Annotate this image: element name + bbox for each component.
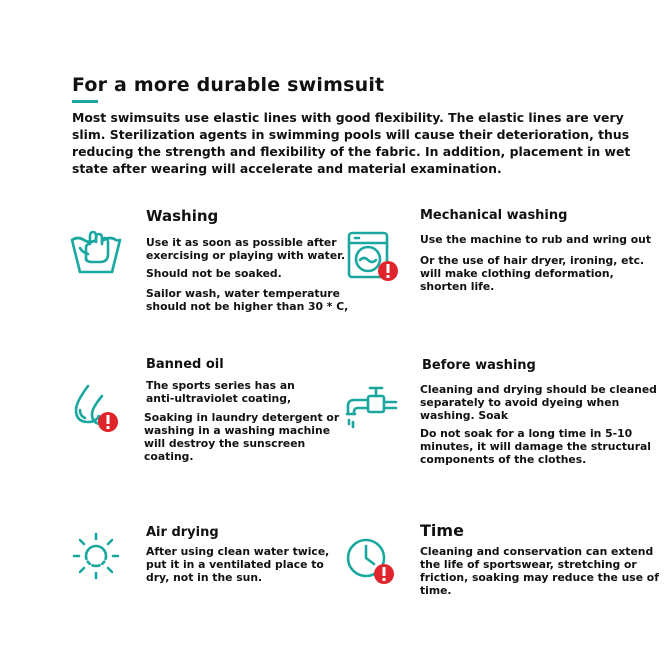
mechanical-washing-text-2: Or the use of hair dryer, ironing, etc. will make clothing deformation, shorten life.	[420, 254, 645, 293]
page-title: For a more durable swimsuit	[72, 74, 385, 96]
washing-text-3: Sailor wash, water temperature should not be higher than 30 * C,	[146, 287, 349, 313]
title-underline	[72, 100, 98, 103]
section-title-banned-oil: Banned oil	[146, 357, 224, 372]
hand-wash-icon	[68, 226, 124, 278]
banned-oil-text-1: The sports series has an anti-ultraviolet coating,	[146, 379, 295, 405]
faucet-icon	[344, 384, 400, 432]
air-drying-text-1: After using clean water twice, put it in a ventilated place to dry, not in the sun.	[146, 545, 330, 584]
time-text-1: Cleaning and conservation can extend the life of sportswear, stretching or friction, soaking may reduce the use of time.	[420, 545, 659, 597]
washing-machine-warning-icon	[346, 230, 404, 286]
section-title-mechanical-washing: Mechanical washing	[420, 208, 568, 223]
mechanical-washing-text-1: Use the machine to rub and wring out	[420, 233, 652, 246]
before-washing-text-1: Cleaning and drying should be cleaned separately to avoid dyeing when washing. Soak	[420, 383, 657, 422]
banned-oil-text-2: Soaking in laundry detergent or washing in a washing machine will destroy the sunscreen coating.	[144, 411, 340, 463]
oil-drops-warning-icon	[72, 380, 124, 436]
before-washing-text-2: Do not soak for a long time in 5-10 minutes, it will damage the structural components of the clothes.	[420, 427, 651, 466]
sun-shade-icon	[70, 530, 122, 582]
intro-paragraph: Most swimsuits use elastic lines with good flexibility. The elastic lines are very slim. Sterilization agents in swimming pools will cause their deterioration, thus reducing the strength and flexibility of the fabric. In addition, placement in wet state after wearing will accelerate and material examination.	[72, 110, 631, 176]
section-title-before-washing: Before washing	[422, 358, 536, 373]
section-title-air-drying: Air drying	[146, 525, 219, 540]
section-title-time: Time	[420, 521, 464, 540]
clock-warning-icon	[346, 536, 398, 586]
washing-text-1: Use it as soon as possible after exercising or playing with water.	[146, 236, 346, 262]
section-title-washing: Washing	[146, 207, 219, 225]
washing-text-2: Should not be soaked.	[146, 267, 282, 280]
